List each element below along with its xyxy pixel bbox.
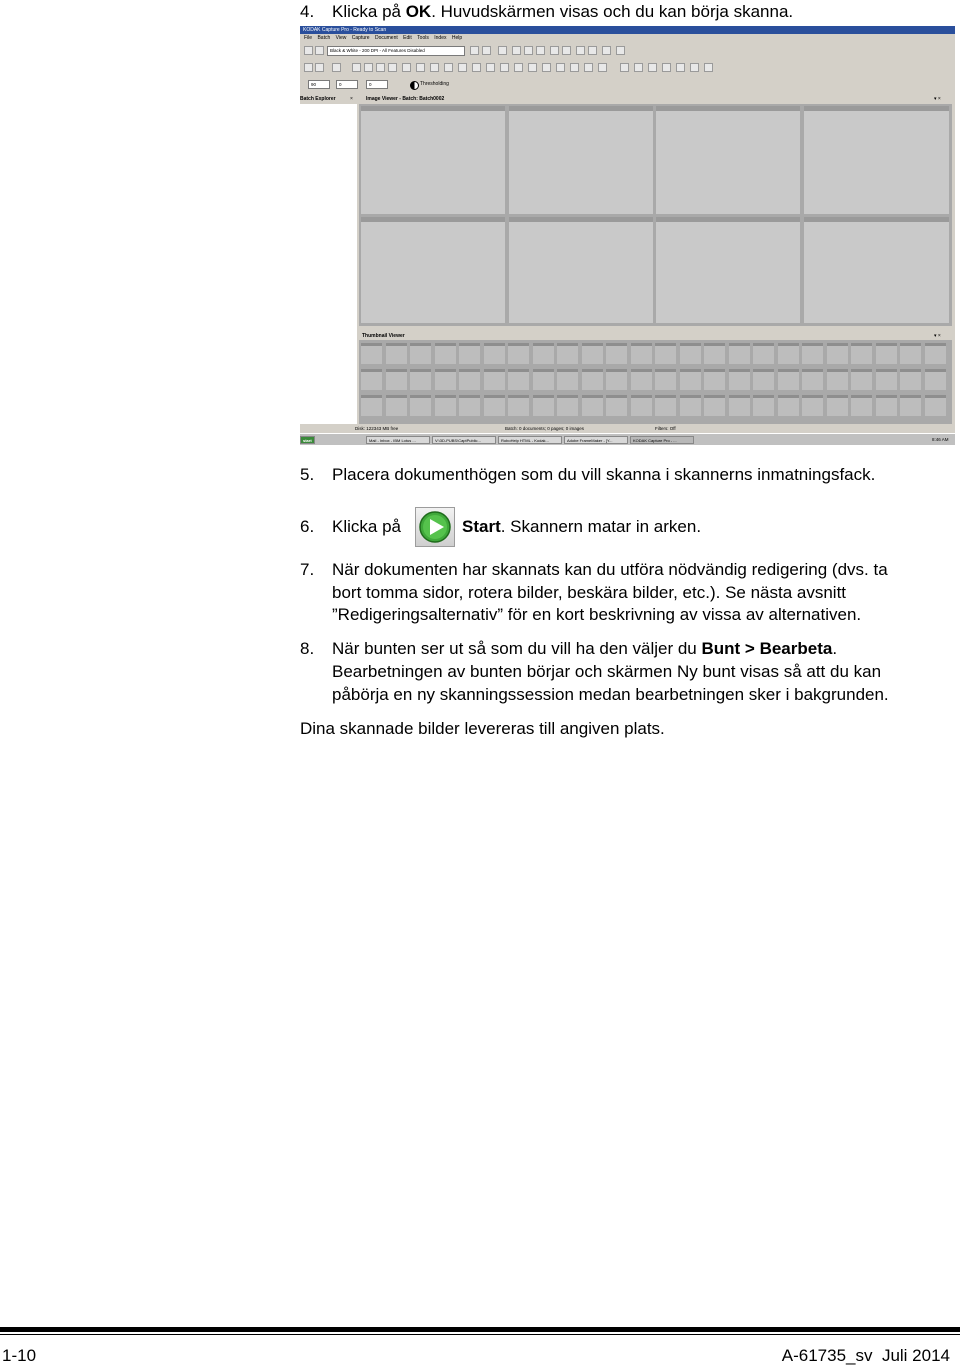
step-text bbox=[332, 2, 793, 22]
page-number: 1-10 bbox=[2, 1346, 37, 1365]
step-text-line: påbörja en ny skanningssession medan bearbetningen sker i bakgrunden. bbox=[332, 685, 889, 704]
thumbnail bbox=[729, 395, 750, 416]
step-number: 5. bbox=[300, 465, 315, 484]
taskbar-item: KODAK Capture Pro - ... bbox=[630, 436, 694, 444]
step-text-line: Bearbetningen av bunten börjar och skärmen Ny bunt visas så att du kan bbox=[332, 662, 882, 681]
toolbar-icon bbox=[352, 63, 361, 72]
thumbnail bbox=[680, 395, 701, 416]
menu-item: Help bbox=[451, 35, 463, 41]
toolbar-icon bbox=[512, 46, 521, 55]
taskbar bbox=[300, 433, 955, 445]
closing-text: Dina skannade bilder levereras till angiven plats. bbox=[300, 719, 665, 738]
image-cell bbox=[361, 217, 505, 323]
menu-item: Document bbox=[374, 35, 398, 41]
thumbnail bbox=[851, 343, 872, 364]
toolbar-icon bbox=[430, 63, 439, 72]
thumbnail bbox=[827, 369, 848, 390]
toolbar-icon bbox=[376, 63, 385, 72]
thumbnail bbox=[606, 395, 627, 416]
capture-pro-screenshot bbox=[300, 26, 955, 445]
start-button: start bbox=[300, 436, 315, 444]
thumbnail bbox=[410, 343, 431, 364]
batch-explorer-pane bbox=[300, 104, 357, 424]
thumbnail bbox=[508, 395, 529, 416]
step-text-bold: OK bbox=[405, 2, 432, 21]
status-bar bbox=[300, 425, 955, 433]
thumbnail bbox=[802, 369, 823, 390]
toolbar-icon bbox=[542, 63, 551, 72]
thumbnail bbox=[606, 369, 627, 390]
thumbnail bbox=[753, 369, 774, 390]
toolbar-icon bbox=[500, 63, 509, 72]
toolbar-icon bbox=[482, 46, 491, 55]
thumbnail bbox=[557, 395, 578, 416]
thumbnail bbox=[753, 395, 774, 416]
toolbar-icon bbox=[648, 63, 657, 72]
thumbnail-viewer-header: Thumbnail Viewer bbox=[362, 333, 405, 339]
status-batch: Batch: 0 documents; 0 pages; 0 images bbox=[505, 426, 585, 431]
image-viewer-pane bbox=[359, 104, 952, 326]
toolbar-icon bbox=[576, 46, 585, 55]
thumbnail bbox=[484, 395, 505, 416]
thumbnail bbox=[729, 369, 750, 390]
taskbar-item: RoboHelp HTML - Kodak... bbox=[498, 436, 562, 444]
thumbnail bbox=[361, 395, 382, 416]
thumbnail bbox=[533, 343, 554, 364]
thumbnail bbox=[435, 395, 456, 416]
taskbar-item: Adobe FrameMaker - [Y... bbox=[564, 436, 628, 444]
setting-combo: Black & White - 200 DPI - All Features Disabled bbox=[327, 46, 465, 56]
thumbnail bbox=[900, 343, 921, 364]
thumbnail bbox=[680, 369, 701, 390]
toolbar-icon bbox=[486, 63, 495, 72]
thumbnail bbox=[655, 395, 676, 416]
thumbnail bbox=[925, 343, 946, 364]
thumbnail bbox=[680, 343, 701, 364]
toolbar-icon bbox=[616, 46, 625, 55]
image-cell bbox=[656, 217, 800, 323]
toolbar-icon bbox=[570, 63, 579, 72]
toolbar-icon bbox=[472, 63, 481, 72]
toolbar-icon bbox=[524, 46, 533, 55]
step-text-post: . Skannern matar in arken. bbox=[500, 517, 702, 536]
toolbar-icon bbox=[514, 63, 523, 72]
thumbnail bbox=[876, 369, 897, 390]
thresholding-label: Thresholding bbox=[420, 81, 449, 87]
toolbar-icon bbox=[588, 46, 597, 55]
document-id: A-61735_sv Juli 2014 bbox=[781, 1346, 950, 1365]
thumbnail bbox=[704, 395, 725, 416]
toolbar-icon bbox=[550, 46, 559, 55]
toolbar-icon bbox=[634, 63, 643, 72]
toolbar-icon bbox=[536, 46, 545, 55]
step-number: 6. bbox=[300, 517, 315, 536]
thumbnail-viewer-pane bbox=[359, 340, 952, 424]
toolbar-icon bbox=[470, 46, 479, 55]
thumbnail bbox=[361, 369, 382, 390]
thumbnail bbox=[704, 369, 725, 390]
menu-item: Edit bbox=[403, 35, 412, 41]
step-text: Placera dokumenthögen som du vill skanna i skannerns inmatningsfack. bbox=[332, 465, 876, 484]
thumbnail bbox=[435, 343, 456, 364]
thumbnail bbox=[459, 369, 480, 390]
toolbar-icon bbox=[315, 46, 324, 55]
thumbnail bbox=[386, 343, 407, 364]
thumbnail bbox=[533, 369, 554, 390]
thumbnail bbox=[508, 343, 529, 364]
thumbnail bbox=[386, 395, 407, 416]
thumbnail bbox=[753, 343, 774, 364]
toolbar-icon bbox=[662, 63, 671, 72]
image-cell bbox=[509, 217, 653, 323]
toolbar-icon bbox=[584, 63, 593, 72]
thumbnail bbox=[557, 343, 578, 364]
thumbnail bbox=[582, 369, 603, 390]
small-combo: 0 bbox=[336, 80, 358, 89]
window-title: KODAK Capture Pro - Ready to Scan bbox=[300, 26, 955, 34]
thumbnail bbox=[655, 369, 676, 390]
thumbnail bbox=[557, 369, 578, 390]
toolbar-icon bbox=[332, 63, 341, 72]
toolbar-icon bbox=[402, 63, 411, 72]
toolbar-icon bbox=[598, 63, 607, 72]
thumbnail bbox=[386, 369, 407, 390]
toolbar-icon bbox=[562, 46, 571, 55]
image-cell bbox=[804, 106, 949, 214]
step-text-pre: Klicka på bbox=[332, 517, 401, 536]
thumbnail bbox=[827, 343, 848, 364]
thumbnail bbox=[508, 369, 529, 390]
toolbar-icon bbox=[620, 63, 629, 72]
thumbnail bbox=[851, 395, 872, 416]
toolbar-icon bbox=[444, 63, 453, 72]
thumbnail bbox=[876, 395, 897, 416]
thumbnail bbox=[582, 395, 603, 416]
image-cell bbox=[509, 106, 653, 214]
step-text-bold: Bunt > Bearbeta bbox=[701, 639, 833, 658]
thumbnail bbox=[533, 395, 554, 416]
thumbnail bbox=[631, 369, 652, 390]
toolbar-icon bbox=[388, 63, 397, 72]
step-text-pre: Klicka på bbox=[332, 2, 406, 21]
toolbar-icon bbox=[704, 63, 713, 72]
taskbar-item: V:\3D-PUBS\CaptPublic... bbox=[432, 436, 496, 444]
step-number: 7. bbox=[300, 560, 315, 579]
step-text-line: bort tomma sidor, rotera bilder, beskära bilder, etc.). Se nästa avsnitt bbox=[332, 583, 847, 602]
toolbar-icon bbox=[690, 63, 699, 72]
footer-rule-thin bbox=[0, 1334, 960, 1335]
green-play-icon bbox=[416, 508, 454, 546]
thumbnail bbox=[802, 395, 823, 416]
taskbar-item: Mail - Inbox - IBM Lotus ... bbox=[366, 436, 430, 444]
toolbar-icon bbox=[602, 46, 611, 55]
thumbnail bbox=[655, 343, 676, 364]
step-text-line: När dokumenten har skannats kan du utföra nödvändig redigering (dvs. ta bbox=[332, 560, 888, 579]
toolbar-icon bbox=[416, 63, 425, 72]
thumbnail bbox=[704, 343, 725, 364]
toolbar-icon bbox=[315, 63, 324, 72]
thumbnail bbox=[361, 343, 382, 364]
image-cell bbox=[361, 106, 505, 214]
menu-item: Capture bbox=[351, 35, 370, 41]
thumbnail bbox=[410, 369, 431, 390]
step-text bbox=[462, 517, 701, 537]
thumbnail bbox=[606, 343, 627, 364]
menu-bar bbox=[300, 35, 955, 42]
thumbnail bbox=[900, 395, 921, 416]
step-number: 4. bbox=[300, 2, 315, 21]
pane-close-icon: × bbox=[350, 96, 353, 102]
thumbnail bbox=[631, 395, 652, 416]
contrast-icon bbox=[410, 81, 419, 90]
thumbnail bbox=[778, 369, 799, 390]
thumbnail bbox=[484, 343, 505, 364]
menu-item: Index bbox=[434, 35, 447, 41]
menu-item: Tools bbox=[417, 35, 429, 41]
status-disk: Disk: 122343 MB free bbox=[355, 426, 399, 431]
batch-explorer-header: Batch Explorer bbox=[300, 96, 336, 102]
pane-close-icon: ▾ × bbox=[934, 96, 941, 102]
thumbnail bbox=[435, 369, 456, 390]
thumbnail bbox=[876, 343, 897, 364]
image-viewer-header: Image Viewer - Batch: Batch0002 bbox=[366, 96, 445, 102]
step-text-bold: Start bbox=[462, 517, 501, 536]
step-text-post: . bbox=[832, 639, 838, 658]
thumbnail bbox=[778, 343, 799, 364]
toolbar-icon bbox=[498, 46, 507, 55]
step-number: 8. bbox=[300, 639, 315, 658]
thumbnail bbox=[631, 343, 652, 364]
thumbnail bbox=[925, 369, 946, 390]
toolbar-icon bbox=[528, 63, 537, 72]
thumbnail bbox=[851, 369, 872, 390]
toolbar-icon bbox=[458, 63, 467, 72]
pane-close-icon: ▾ × bbox=[934, 333, 941, 339]
status-filters: Filters: Off bbox=[655, 426, 676, 431]
small-combo: 0 bbox=[366, 80, 388, 89]
thumbnail bbox=[925, 395, 946, 416]
thumbnail bbox=[459, 395, 480, 416]
toolbar-icon bbox=[304, 46, 313, 55]
step-text-line: ”Redigeringsalternativ” för en kort beskrivning av vissa av alternativen. bbox=[332, 605, 862, 624]
toolbar-icon bbox=[676, 63, 685, 72]
thumbnail bbox=[729, 343, 750, 364]
image-cell bbox=[804, 217, 949, 323]
thumbnail bbox=[827, 395, 848, 416]
thumbnail bbox=[582, 343, 603, 364]
taskbar-clock: 8:46 AM bbox=[932, 437, 949, 442]
menu-item: Batch bbox=[317, 35, 331, 41]
menu-item: File bbox=[304, 35, 313, 41]
thumbnail bbox=[802, 343, 823, 364]
play-button-icon bbox=[415, 507, 455, 547]
thumbnail bbox=[459, 343, 480, 364]
toolbar-icon bbox=[556, 63, 565, 72]
menu-item: View bbox=[335, 35, 347, 41]
image-cell bbox=[656, 106, 800, 214]
toolbar-icon bbox=[364, 63, 373, 72]
footer-rule bbox=[0, 1327, 960, 1332]
thumbnail bbox=[778, 395, 799, 416]
thumbnail bbox=[484, 369, 505, 390]
step-text-post: . Huvudskärmen visas och du kan börja skanna. bbox=[431, 2, 794, 21]
small-combo: 90 bbox=[308, 80, 330, 89]
step-text-pre: När bunten ser ut så som du vill ha den väljer du bbox=[332, 639, 702, 658]
toolbar-icon bbox=[304, 63, 313, 72]
thumbnail bbox=[900, 369, 921, 390]
step-text-line bbox=[332, 639, 837, 659]
thumbnail bbox=[410, 395, 431, 416]
